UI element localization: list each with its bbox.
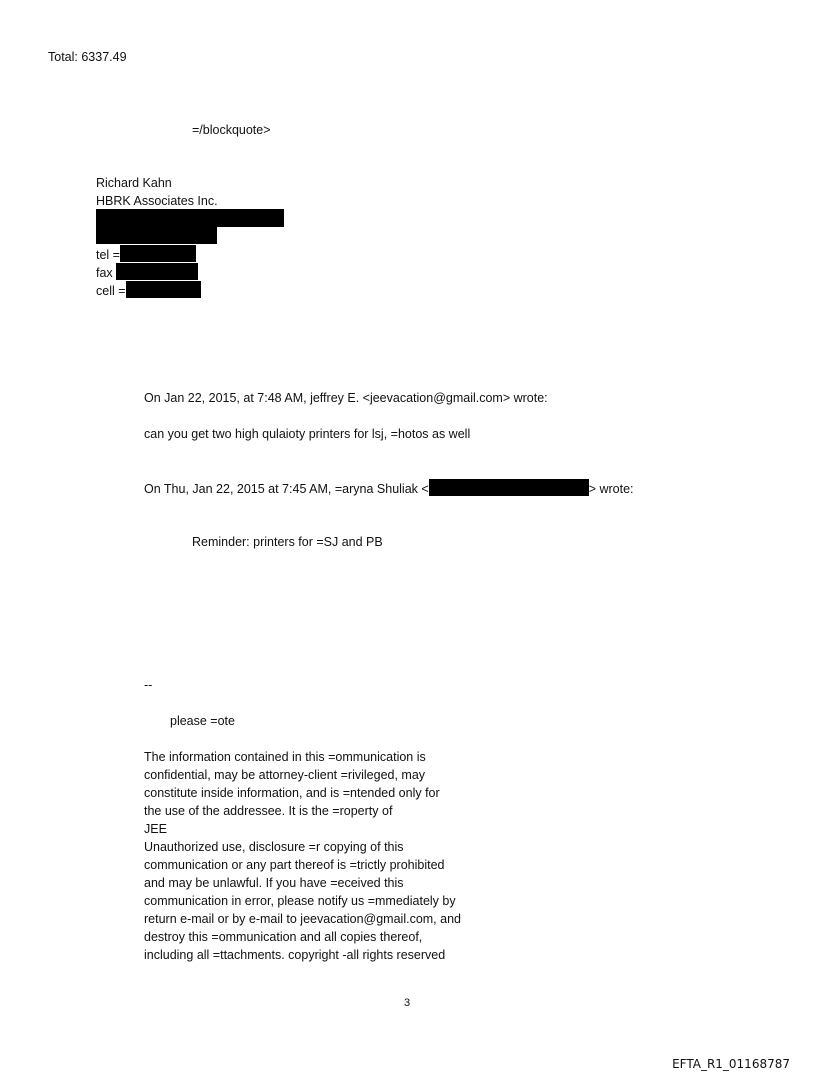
message2-header-suffix: > wrote: [588,482,634,496]
disclaimer-line: and may be unlawful. If you have =eceived this [144,876,404,890]
signature-block [96,174,218,210]
signature-separator: -- [144,678,153,692]
blockquote-close-text: =/blockquote> [192,123,271,137]
disclaimer-line: return e-mail or by e-mail to jeevacation@gmail.com, and [144,912,461,926]
total-line: Total: 6337.49 [48,50,127,64]
disclaimer-line: including all =ttachments. copyright -all rights reserved [144,948,446,962]
disclaimer-line: destroy this =ommunication and all copies thereof, [144,930,423,944]
disclaimer [144,748,461,964]
redaction-email [429,479,589,496]
disclaimer-line: the use of the addressee. It is the =roperty of [144,804,393,818]
disclaimer-line: The information contained in this =ommunication is [144,750,426,764]
message2-header [144,479,634,498]
fax-label: fax [96,266,113,280]
message1-body: can you get two high qulaioty printers for lsj, =hotos as well [144,427,471,441]
document-id: EFTA_R1_01168787 [672,1057,790,1071]
redaction-cell [126,281,201,298]
cell-label: cell = [96,284,126,298]
signature-fax-line [96,263,198,282]
redaction-address-line-2 [96,227,217,244]
disclaimer-line: Unauthorized use, disclosure =r copying of this [144,840,404,854]
disclaimer-line: JEE [144,822,167,836]
message2-header-prefix: On Thu, Jan 22, 2015 at 7:45 AM, =aryna Shuliak < [144,482,429,496]
page-number: 3 [404,997,411,1009]
redaction-address-line-1 [96,209,284,227]
note-label: please =ote [170,714,235,728]
signature-tel-line [96,245,196,264]
message1-header: On Jan 22, 2015, at 7:48 AM, jeffrey E. <jeevacation@gmail.com> wrote: [144,391,548,405]
message2-body: Reminder: printers for =SJ and PB [192,535,383,549]
disclaimer-line: constitute inside information, and is =ntended only for [144,786,440,800]
signature-name: Richard Kahn [96,176,172,190]
signature-cell-line [96,281,201,300]
disclaimer-line: communication or any part thereof is =trictly prohibited [144,858,445,872]
redaction-fax [116,263,198,280]
signature-company: HBRK Associates Inc. [96,194,218,208]
disclaimer-line: confidential, may be attorney-client =rivileged, may [144,768,426,782]
tel-label: tel = [96,248,120,262]
redaction-tel [120,245,196,262]
disclaimer-line: communication in error, please notify us =mmediately by [144,894,456,908]
